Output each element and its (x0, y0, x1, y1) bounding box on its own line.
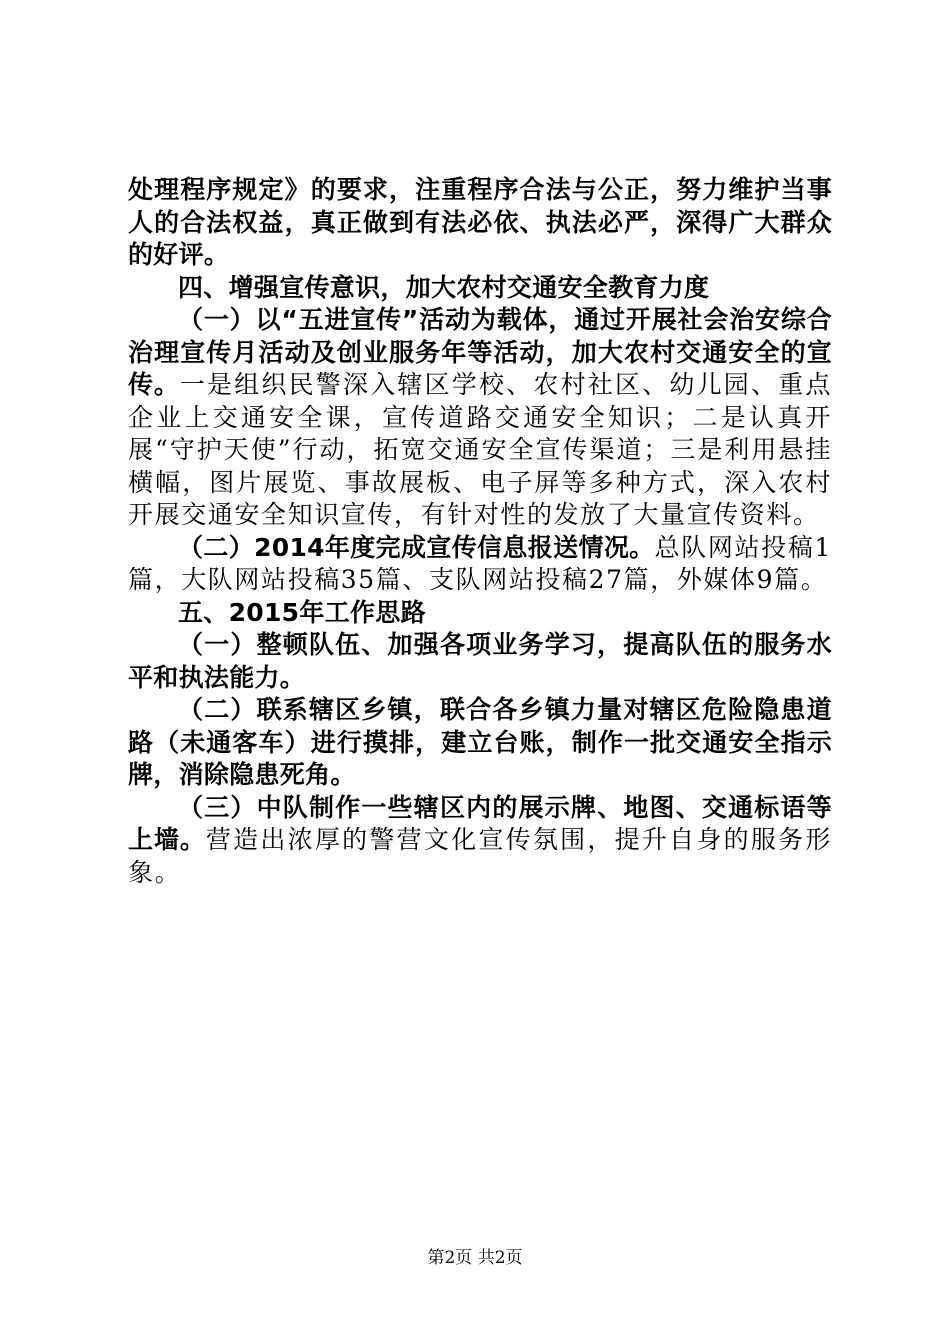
document-body (128, 174, 832, 889)
paragraph-legal-procedure (128, 174, 832, 272)
paragraph-body-text: 总队网站投稿1篇，大队网站投稿35篇、支队网站投稿27篇，外媒体9篇。 (128, 532, 832, 594)
paragraph-lead-text: （一）以“五进宣传”活动为载体，通过开展社会治安综合治理宣传月活动及创业服务年等活动，加大农村交通安全的宣传。 (128, 305, 832, 399)
heading-text: 五、2015年工作思路 (178, 597, 426, 627)
paragraph-wall-displays (128, 792, 832, 890)
paragraph-publicity-activities (128, 304, 832, 532)
paragraph-township-cooperation (128, 694, 832, 792)
paragraph-body-text: 营造出浓厚的警营文化宣传氛围，提升自身的服务形象。 (128, 825, 832, 887)
paragraph-body-text: 一是组织民警深入辖区学校、农村社区、幼儿园、重点企业上交通安全课，宣传道路交通安全知识；二是认真开展“守护天使”行动，拓宽交通安全宣传渠道；三是利用悬挂横幅，图片展览、事故展板、电子屏等多种方式，深入农村开展交通安全知识宣传，有针对性的发放了大量宣传资料。 (128, 370, 833, 529)
paragraph-text: （一）整顿队伍、加强各项业务学习，提高队伍的服务水平和执法能力。 (128, 630, 832, 692)
heading-section-four (128, 272, 832, 305)
paragraph-text: 处理程序规定》的要求，注重程序合法与公正，努力维护当事人的合法权益，真正做到有法必依、执法必严，深得广大群众的好评。 (128, 175, 832, 269)
paragraph-team-rectification (128, 629, 832, 694)
paragraph-information-submission (128, 532, 832, 597)
paragraph-lead-text: （二）2014年度完成宣传信息报送情况。 (178, 532, 655, 562)
heading-text: 四、增强宣传意识，加大农村交通安全教育力度 (178, 272, 710, 302)
page-number-footer: 第2页 共2页 (427, 1248, 523, 1268)
heading-section-five (128, 597, 832, 630)
paragraph-text: （二）联系辖区乡镇，联合各乡镇力量对辖区危险隐患道路（未通客车）进行摸排，建立台账，制作一批交通安全指示牌，消除隐患死角。 (128, 695, 832, 789)
paragraph-lead-text: （三）中队制作一些辖区内的展示牌、地图、交通标语等上墙。 (128, 792, 832, 854)
